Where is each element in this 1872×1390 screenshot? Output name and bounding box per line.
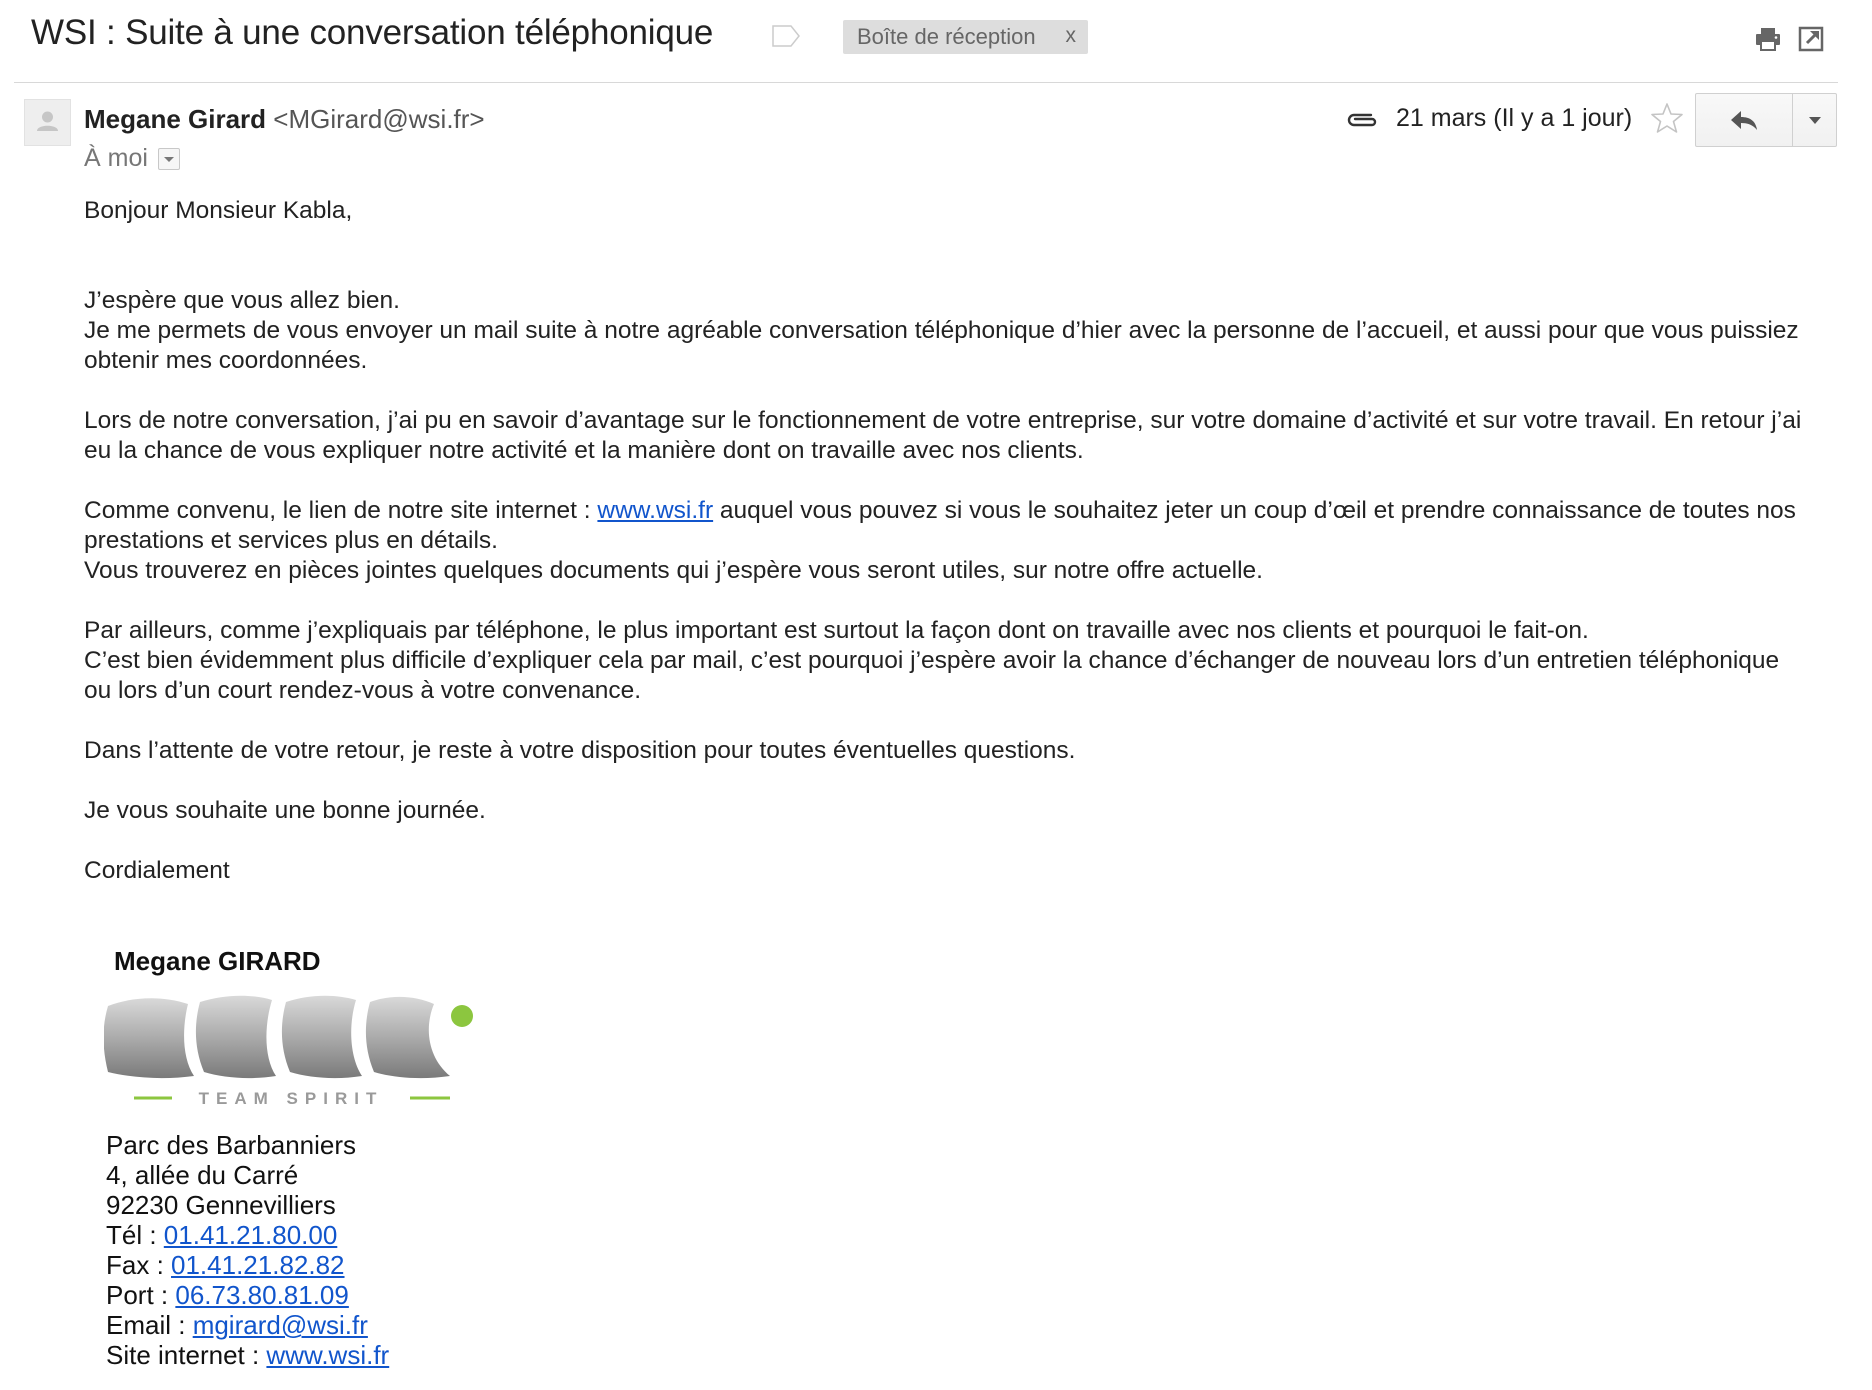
sender-line xyxy=(84,104,485,135)
sender-name[interactable]: Megane Girard xyxy=(84,104,267,134)
reply-arrow-icon xyxy=(1729,108,1759,132)
signature-name: Megane GIRARD xyxy=(114,946,321,976)
recipient-line xyxy=(84,144,180,173)
fax-label: Fax : xyxy=(106,1250,172,1280)
more-actions-button[interactable] xyxy=(1793,94,1836,146)
importance-marker-icon[interactable] xyxy=(772,25,800,47)
chevron-down-icon xyxy=(1809,117,1821,124)
body-paragraph: C’est bien évidemment plus difficile d’expliquer cela par mail, c’est pourquoi j’espère avoir la chance d’échanger de nouveau lors d’un entretien téléphonique ou lors d’un court rendez-vous à votre convenance. xyxy=(84,647,1780,704)
email-label: Email : xyxy=(106,1310,193,1340)
body-closing: Cordialement xyxy=(84,857,230,884)
email-link[interactable]: mgirard@wsi.fr xyxy=(192,1310,368,1340)
email-line xyxy=(106,1310,389,1340)
site-line xyxy=(106,1340,389,1370)
address-line: Parc des Barbanniers xyxy=(106,1130,357,1160)
signature-address xyxy=(106,1130,389,1370)
phone-line xyxy=(106,1220,389,1250)
website-link[interactable]: www.wsi.fr xyxy=(597,497,714,524)
body-paragraph: Vous trouverez en pièces jointes quelques documents qui j’espère vous seront utiles, sur notre offre actuelle. xyxy=(84,557,1263,584)
body-paragraph: Je vous souhaite une bonne journée. xyxy=(84,797,486,824)
mobile-line xyxy=(106,1280,389,1310)
address-line: 4, allée du Carré xyxy=(106,1160,299,1190)
mobile-label: Port : xyxy=(106,1280,176,1310)
header-divider xyxy=(14,82,1838,83)
body-paragraph: J’espère que vous allez bien. xyxy=(84,287,400,314)
sender-email: <MGirard@wsi.fr> xyxy=(273,104,485,134)
star-icon[interactable] xyxy=(1650,101,1684,135)
paperclip-icon xyxy=(1345,110,1379,130)
body-text: Comme convenu, le lien de notre site internet : xyxy=(84,497,598,524)
email-subject: WSI : Suite à une conversation téléphonique xyxy=(31,13,714,52)
label-chip-inbox[interactable] xyxy=(843,20,1088,54)
show-details-dropdown[interactable] xyxy=(158,148,180,170)
phone-link[interactable]: 01.41.21.80.00 xyxy=(163,1220,338,1250)
reply-button[interactable] xyxy=(1696,94,1793,146)
reply-button-group xyxy=(1695,93,1837,147)
wsi-logo xyxy=(104,988,484,1118)
body-greeting: Bonjour Monsieur Kabla, xyxy=(84,197,353,224)
phone-label: Tél : xyxy=(106,1220,164,1250)
fax-link[interactable]: 01.41.21.82.82 xyxy=(171,1250,345,1280)
label-chip-text: Boîte de réception xyxy=(857,24,1036,49)
body-paragraph: Dans l’attente de votre retour, je reste à votre disposition pour toutes éventuelles questions. xyxy=(84,737,1076,764)
body-paragraph: Lors de notre conversation, j’ai pu en savoir d’avantage sur le fonctionnement de votre entreprise, sur votre domaine d’activité et sur votre travail. En retour j’ai eu la chance de vous expliquer notre activité et la manière dont on travaille avec nos clients. xyxy=(84,407,1802,464)
open-in-new-window-icon[interactable] xyxy=(1796,24,1826,54)
mobile-link[interactable]: 06.73.80.81.09 xyxy=(175,1280,349,1310)
body-paragraph xyxy=(84,496,1804,556)
subject-bar xyxy=(0,0,1872,84)
message-body xyxy=(84,196,1804,886)
site-label: Site internet : xyxy=(106,1340,267,1370)
message-date: 21 mars (Il y a 1 jour) xyxy=(1396,104,1633,132)
address-line: 92230 Gennevilliers xyxy=(106,1190,336,1220)
body-paragraph: Je me permets de vous envoyer un mail suite à notre agréable conversation téléphonique d’hier avec la personne de l’accueil, et aussi pour que vous puissiez obtenir mes coordonnées. xyxy=(84,317,1799,374)
print-icon[interactable] xyxy=(1753,24,1783,54)
person-avatar-icon xyxy=(25,100,70,145)
site-link[interactable]: www.wsi.fr xyxy=(266,1340,390,1370)
body-text: auquel vous pouvez si vous le souhaitez jeter un coup d’œil et prendre connaissance de toutes nos prestations et services plus en détails. xyxy=(84,497,1796,554)
sender-avatar[interactable] xyxy=(24,99,71,146)
logo-tagline: TEAM SPIRIT xyxy=(198,1089,384,1108)
body-paragraph: Par ailleurs, comme j’expliquais par téléphone, le plus important est surtout la façon dont on travaille avec nos clients et pourquoi le fait-on. xyxy=(84,617,1589,644)
recipient-text: À moi xyxy=(84,144,148,172)
remove-label-button[interactable]: x xyxy=(1065,24,1076,47)
fax-line xyxy=(106,1250,389,1280)
